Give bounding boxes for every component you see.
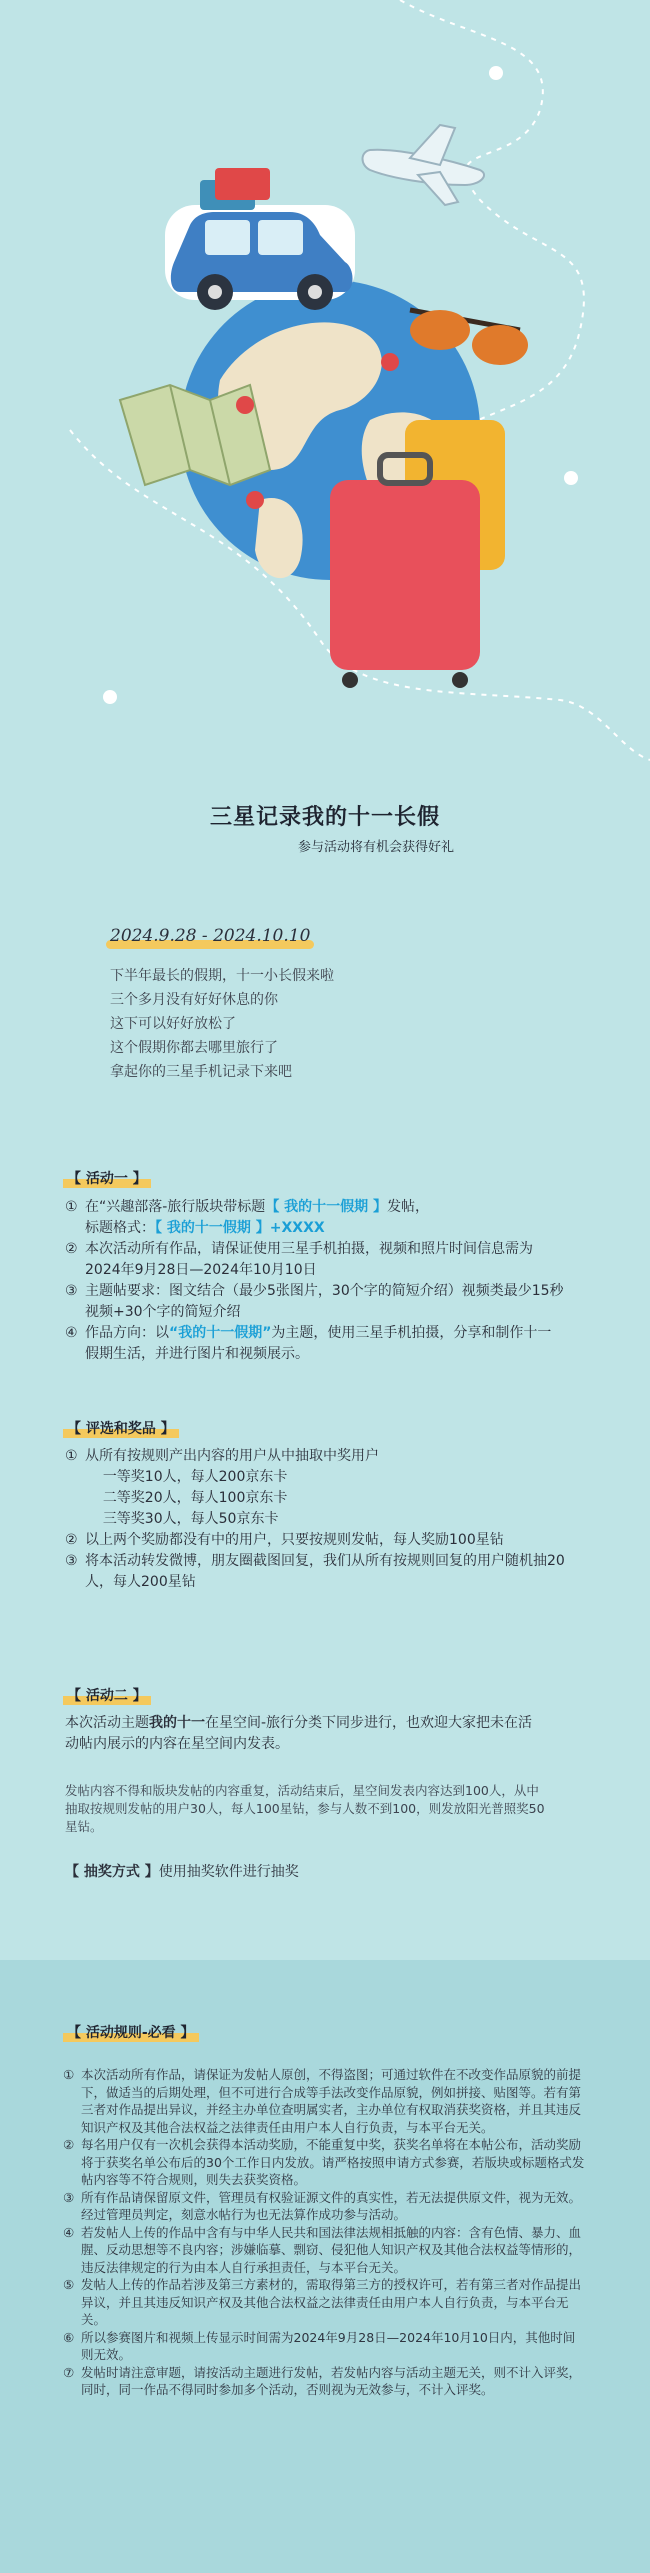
rule-item: ① 本次活动所有作品，请保证为发帖人原创，不得盗图；可通过软件在不改变作品原貌的前提下，做适当的后期处理，但不可进行合成等手法改变作品原貌，例如拼接、贴图等。若有第三者对作品提出异议，并经主办单位查明属实者，主办单位有权取消获奖资格，并且其违反知识产权及其他合法权益之法律责任由用户本人自行负责，与本平台无关。 xyxy=(63,2067,582,2135)
list-item: ④ 作品方向：以“我的十一假期”为主题，使用三星手机拍摄，分享和制作十一假期生活，并进行图片和视频展示。 xyxy=(65,1325,552,1362)
poem-line: 这个假期你都去哪里旅行了 xyxy=(110,1040,278,1056)
date-range: 2024.9.28 - 2024.10.10 xyxy=(110,926,311,946)
list-item: 标题格式：【 我的十一假期 】+XXXX xyxy=(85,1220,325,1236)
awards-list xyxy=(65,1446,565,1593)
poem-line: 三个多月没有好好休息的你 xyxy=(110,992,278,1008)
rule-item: ⑥ 所以参赛图片和视频上传显示时间需为2024年9月28日—2024年10月10日内，其他时间则无效。 xyxy=(63,2329,576,2362)
car-icon xyxy=(165,168,355,310)
list-item: 三等奖30人，每人50京东卡 xyxy=(102,1511,279,1527)
page-title: 三星记录我的十一长假 xyxy=(209,805,440,830)
poem-line: 拿起你的三星手机记录下来吧 xyxy=(110,1064,292,1080)
list-item: ③ 主题帖要求：图文结合（最少5张图片，30个字的简短介绍）视频类最少15秒视频+30个字的简短介绍 xyxy=(65,1283,564,1320)
rules-heading: 【 活动规则-必看 】 xyxy=(63,2022,199,2042)
list-item: ③ 将本活动转发微博，朋友圈截图回复，我们从所有按规则回复的用户随机抽20人，每人200星钻 xyxy=(65,1553,565,1590)
list-item: ② 以上两个奖励都没有中的用户，只要按规则发帖，每人奖励100星钻 xyxy=(65,1532,504,1548)
poem-line: 这下可以好好放松了 xyxy=(110,1016,236,1032)
list-item: 二等奖20人，每人100京东卡 xyxy=(102,1490,288,1506)
lottery-method: 【 抽奖方式 】使用抽奖软件进行抽奖 xyxy=(65,1864,299,1880)
list-item: ① 在“兴趣部落-旅行版块带标题【 我的十一假期 】发帖， xyxy=(65,1199,430,1215)
awards-heading: 【 评选和奖品 】 xyxy=(63,1418,179,1438)
poem-line: 下半年最长的假期，十一小长假来啦 xyxy=(110,968,334,984)
list-item: ② 本次活动所有作品，请保证使用三星手机拍摄，视频和照片时间信息需为2024年9月28日—2024年10月10日 xyxy=(65,1241,533,1278)
airplane-icon xyxy=(363,125,485,205)
list-item: ① 从所有按规则产出内容的用户从中抽取中奖用户 xyxy=(65,1448,379,1464)
activity1-list xyxy=(65,1197,565,1365)
rules-list xyxy=(63,2066,585,2399)
list-item: 一等奖10人，每人200京东卡 xyxy=(102,1469,288,1485)
page-subtitle: 参与活动将有机会获得好礼 xyxy=(298,840,455,855)
rule-item: ② 每名用户仅有一次机会获得本活动奖励，不能重复中奖，获奖名单将在本帖公布，活动奖励将于获奖名单公布后的30个工作日内发放。请严格按照申请方式参赛，若版块或标题格式发帖内容等不符合规则，则失去获奖资格。 xyxy=(63,2137,585,2187)
rule-item: ⑦ 发帖时请注意审题，请按活动主题进行发帖，若发帖内容与活动主题无关，则不计入评奖，同时，同一作品不得同时参加多个活动，否则视为无效参与，不计入评奖。 xyxy=(63,2364,582,2397)
activity2-note: 发帖内容不得和版块发帖的内容重复，活动结束后，星空间发表内容达到100人，从中抽取按规则发帖的用户30人，每人100星钻，参与人数不到100，则发放阳光普照奖50星钻。 xyxy=(65,1783,545,1834)
intro-poem xyxy=(110,964,334,1084)
travel-illustration xyxy=(0,0,650,780)
activity2-text: 本次活动主题我的十一在星空间-旅行分类下同步进行，也欢迎大家把未在活动帖内展示的内容在星空间内发表。 xyxy=(65,1715,533,1752)
rule-item: ⑤ 发帖人上传的作品若涉及第三方素材的，需取得第三方的授权许可，若有第三者对作品提出异议，并且其违反知识产权及其他合法权益之法律责任由用户本人自行负责，与本平台无关。 xyxy=(63,2277,582,2327)
rule-item: ③ 所有作品请保留原文件，管理员有权验证源文件的真实性，若无法提供原文件，视为无效。经过管理员判定，刻意水帖行为也无法算作成功参与活动。 xyxy=(63,2189,582,2222)
activity1-heading: 【 活动一 】 xyxy=(63,1168,151,1188)
rule-item: ④ 若发帖人上传的作品中含有与中华人民共和国法律法规相抵触的内容：含有色情、暴力、血腥、反动思想等不良内容；涉嫌临摹、剽窃、侵犯他人知识产权及其他合法权益等情形的，违反法律规定的行为由本人自行承担责任，与本平台无关。 xyxy=(63,2224,582,2275)
activity2-heading: 【 活动二 】 xyxy=(63,1685,151,1705)
